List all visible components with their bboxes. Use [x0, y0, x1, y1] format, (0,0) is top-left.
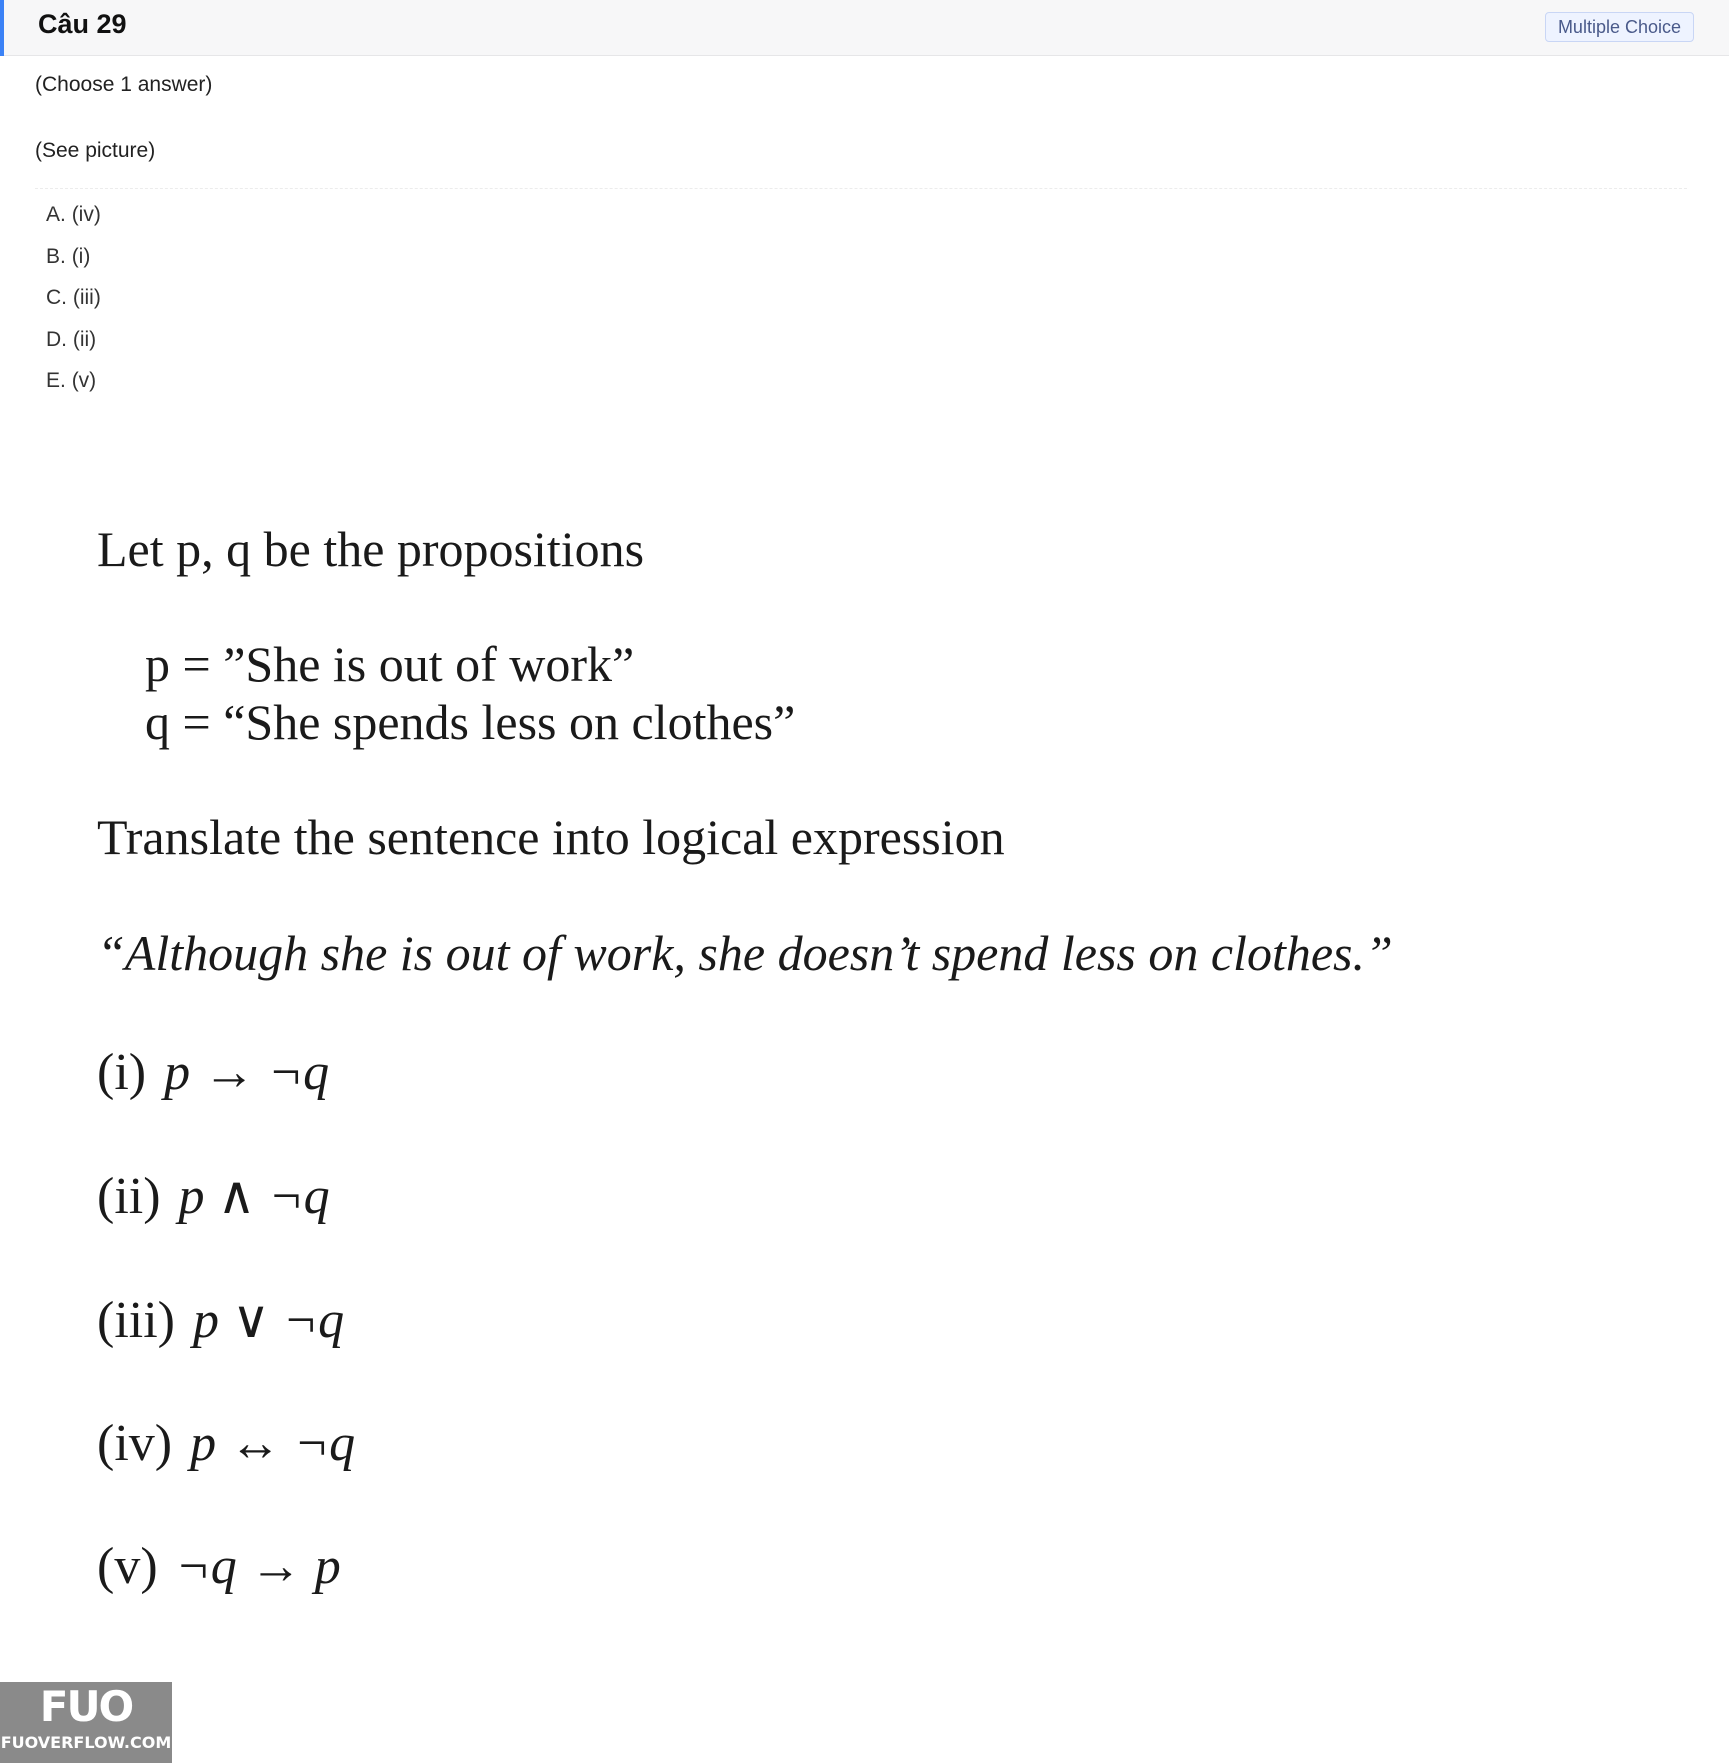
option-letter: E.: [46, 369, 66, 393]
picture-choice-iv: [97, 1414, 355, 1473]
choice-expression: p ∧ ¬q: [178, 1168, 330, 1225]
picture-task: Translate the sentence into logical expression: [97, 809, 1005, 865]
picture-p-definition: p = ”She is out of work”: [145, 636, 635, 692]
choice-expression: ¬q → p: [175, 1538, 341, 1595]
choice-expression: p ↔ ¬q: [190, 1415, 356, 1472]
option-text: (i): [71, 244, 91, 268]
picture-intro: Let p, q be the propositions: [97, 521, 645, 577]
choose-instruction: (Choose 1 answer): [35, 73, 213, 96]
choice-label: (iv): [97, 1415, 173, 1472]
picture-choice-ii: [97, 1166, 330, 1226]
answer-options: [46, 200, 101, 408]
choice-label: (i): [97, 1044, 147, 1101]
option-letter: D.: [46, 327, 67, 351]
header-accent-bar: [0, 0, 4, 56]
watermark-site: FUOVERFLOW.COM: [0, 1733, 172, 1752]
answer-option-c[interactable]: [46, 283, 101, 325]
question-picture: [0, 480, 1729, 1640]
choice-label: (v): [97, 1538, 158, 1595]
option-text: (ii): [72, 327, 97, 351]
choice-label: (iii): [97, 1292, 175, 1349]
question-number: Câu 29: [38, 9, 127, 39]
choice-expression: p ∨ ¬q: [192, 1292, 345, 1349]
answer-option-b[interactable]: [46, 242, 101, 284]
option-text: (iii): [72, 286, 101, 310]
answer-option-d[interactable]: [46, 325, 101, 367]
question-type-badge: Multiple Choice: [1545, 12, 1694, 42]
choice-expression: p → ¬q: [164, 1044, 330, 1101]
picture-choice-i: [97, 1043, 329, 1102]
picture-q-definition: q = “She spends less on clothes”: [145, 694, 796, 750]
option-text: (iv): [71, 203, 101, 226]
option-text: (v): [71, 369, 97, 393]
divider: [35, 188, 1687, 189]
option-letter: B.: [46, 244, 66, 268]
picture-choice-iii: [97, 1290, 344, 1350]
picture-choice-v: [97, 1537, 341, 1596]
option-letter: C.: [46, 286, 67, 310]
see-picture-prompt: (See picture): [35, 139, 156, 162]
answer-option-a[interactable]: [46, 200, 101, 242]
fuo-logo: FUO: [39, 1682, 133, 1731]
picture-sentence: “Although she is out of work, she doesn’t spend less on clothes.”: [97, 925, 1393, 981]
answer-option-e[interactable]: [46, 366, 101, 408]
question-header: [0, 0, 1729, 56]
fuoverflow-watermark: [0, 1682, 172, 1763]
option-letter: A.: [46, 203, 66, 226]
choice-label: (ii): [97, 1168, 161, 1225]
